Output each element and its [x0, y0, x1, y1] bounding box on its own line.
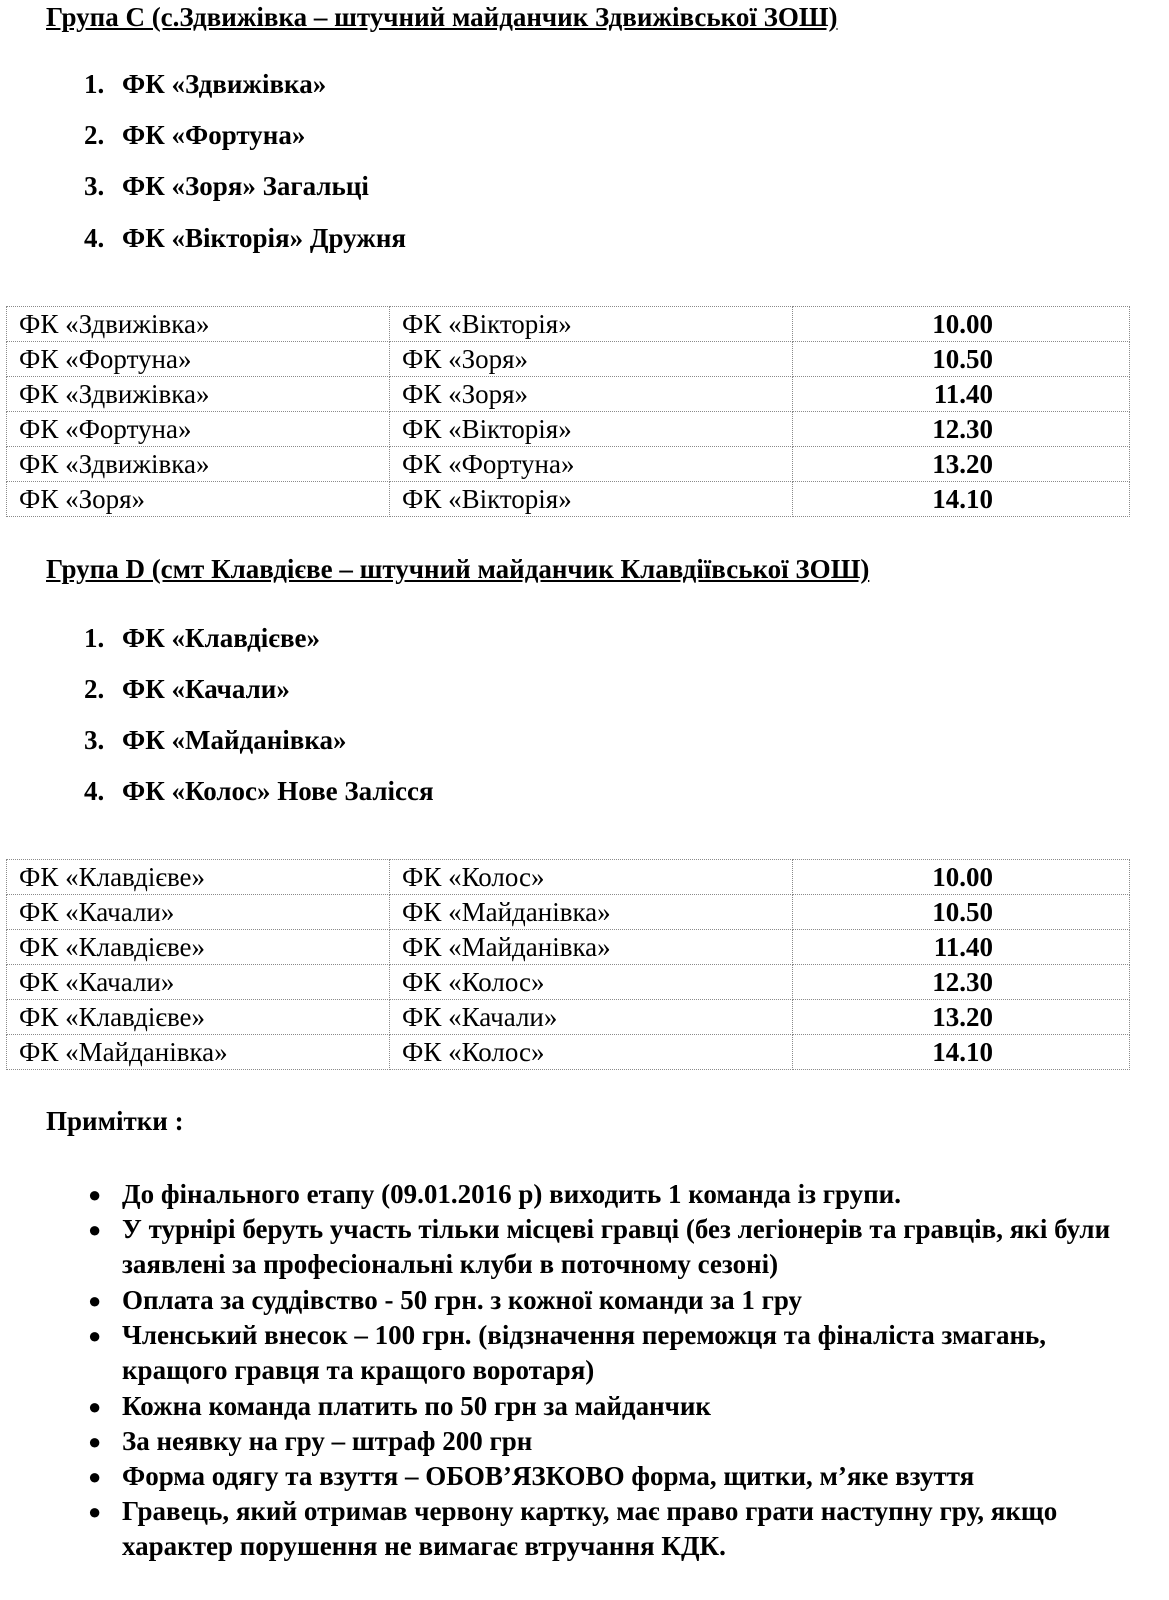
bullet-icon: ●: [88, 1429, 102, 1454]
bullet-icon: ●: [88, 1394, 102, 1419]
list-item: ● Членський внесок – 100 грн. (відзначення переможця та фіналіста змагань, кращого гравця та кращого воротаря): [88, 1320, 1047, 1385]
list-item: 2. ФК «Качали»: [84, 674, 290, 704]
bullet-icon: ●: [88, 1288, 102, 1313]
list-item: ● Кожна команда платить по 50 грн за майданчик: [122, 1389, 1152, 1424]
list-item: 1. ФК «Здвижівка»: [84, 69, 327, 99]
bullet-icon: ●: [88, 1499, 102, 1524]
group-d-schedule-table: [6, 859, 1130, 1070]
table-row: ФК «Клавдієве» ФК «Майданівка» 11.40: [7, 930, 1130, 965]
table-row: ФК «Майданівка» ФК «Колос» 14.10: [7, 1035, 1130, 1070]
bullet-icon: ●: [88, 1323, 102, 1348]
table-row: ФК «Фортуна» ФК «Зоря» 10.50: [7, 342, 1130, 377]
bullet-icon: ●: [88, 1217, 102, 1242]
list-item: 1. ФК «Клавдієве»: [84, 623, 321, 653]
table-row: ФК «Здвижівка» ФК «Зоря» 11.40: [7, 377, 1130, 412]
group-c-schedule-table: [6, 306, 1130, 517]
list-item: 4. ФК «Колос» Нове Залісся: [84, 776, 434, 806]
list-item: ● Оплата за суддівство - 50 грн. з кожної команди за 1 гру: [122, 1283, 1152, 1318]
list-item: 3. ФК «Майданівка»: [84, 725, 347, 755]
list-item: ● Гравець, який отримав червону картку, має право грати наступну гру, якщо характер порушення не вимагає втручання КДК.: [88, 1496, 1058, 1561]
group-c-heading: Група С (с.Здвижівка – штучний майданчик Здвижівської ЗОШ): [46, 2, 838, 32]
list-item: 3. ФК «Зоря» Загальці: [84, 171, 369, 201]
table-row: ФК «Клавдієве» ФК «Качали» 13.20: [7, 1000, 1130, 1035]
table-row: ФК «Здвижівка» ФК «Вікторія» 10.00: [7, 307, 1130, 342]
list-item: ● За неявку на гру – штраф 200 грн: [122, 1424, 1152, 1459]
bullet-icon: ●: [88, 1182, 102, 1207]
list-item: ● Форма одягу та взуття – ОБОВ’ЯЗКОВО форма, щитки, м’яке взуття: [122, 1459, 1152, 1494]
notes-title: Примітки :: [46, 1106, 184, 1136]
table-row: ФК «Фортуна» ФК «Вікторія» 12.30: [7, 412, 1130, 447]
list-item: 2. ФК «Фортуна»: [84, 120, 306, 150]
bullet-icon: ●: [88, 1464, 102, 1489]
table-row: ФК «Зоря» ФК «Вікторія» 14.10: [7, 482, 1130, 517]
table-row: ФК «Качали» ФК «Майданівка» 10.50: [7, 895, 1130, 930]
group-d-heading: Група D (смт Клавдієве – штучний майданчик Клавдіївської ЗОШ): [46, 554, 870, 584]
table-row: ФК «Качали» ФК «Колос» 12.30: [7, 965, 1130, 1000]
table-row: ФК «Здвижівка» ФК «Фортуна» 13.20: [7, 447, 1130, 482]
list-item: ● До фінального етапу (09.01.2016 р) виходить 1 команда із групи.: [122, 1177, 1152, 1212]
list-item: 4. ФК «Вікторія» Дружня: [84, 223, 406, 253]
list-item: ● У турнірі беруть участь тільки місцеві гравці (без легіонерів та гравців, які були заявлені за професіональні клуби в поточному сезоні): [88, 1214, 1111, 1279]
table-row: ФК «Клавдієве» ФК «Колос» 10.00: [7, 860, 1130, 895]
